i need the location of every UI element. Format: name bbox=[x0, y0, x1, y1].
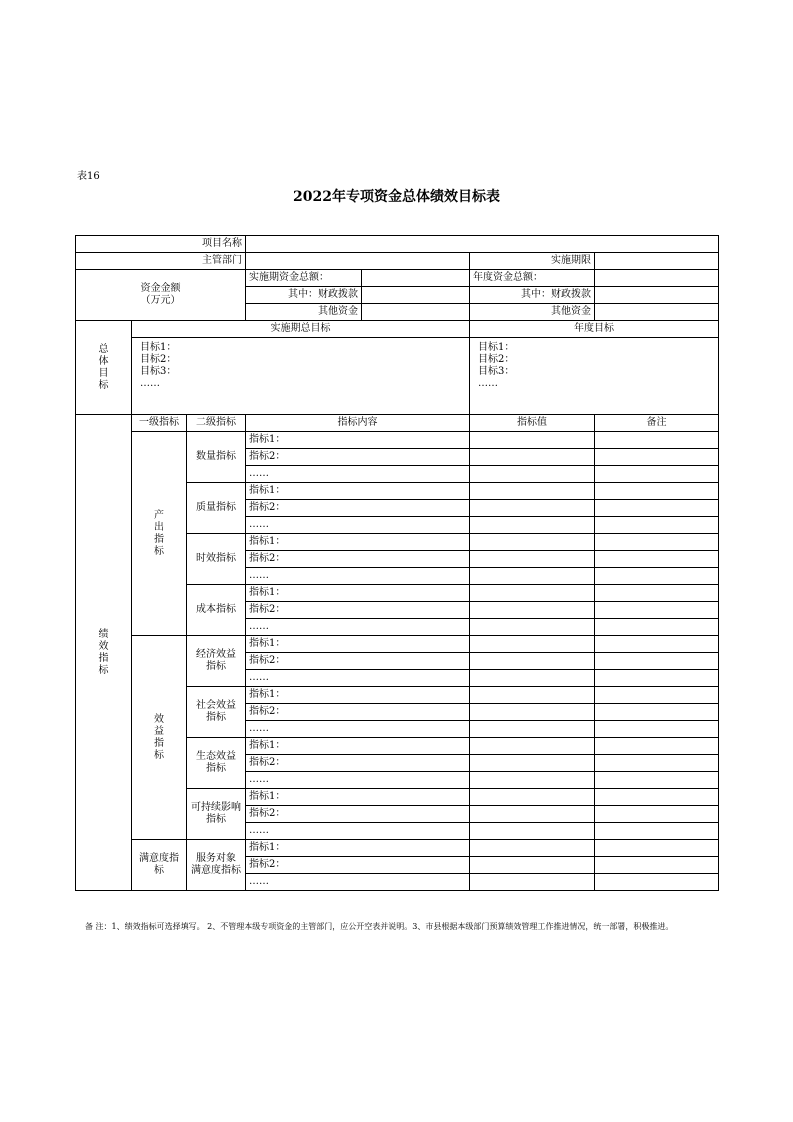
indicator-value-cell[interactable] bbox=[470, 704, 595, 721]
indicator-remark-cell[interactable] bbox=[595, 789, 719, 806]
impl-other-label: 其他资金 bbox=[246, 304, 362, 321]
indicator-value-cell[interactable] bbox=[470, 755, 595, 772]
level2-quantity-label: 数量指标 bbox=[187, 432, 246, 483]
annual-goal-list[interactable]: 目标1： 目标2： 目标3： …… bbox=[470, 338, 719, 415]
indicator-content-cell[interactable]: 指标2： bbox=[246, 704, 470, 721]
footnote: 备 注：1、绩效指标可选择填写。 2、不管理本级专项资金的主管部门，应公开空表并说明。3、市县根据本级部门预算绩效管理工作推进情况，统一部署，积极推进。 bbox=[85, 922, 674, 931]
indicator-remark-cell[interactable] bbox=[595, 823, 719, 840]
indicator-content-cell[interactable]: 指标1： bbox=[246, 585, 470, 602]
col-level1: 一级指标 bbox=[132, 415, 187, 432]
indicator-remark-cell[interactable] bbox=[595, 466, 719, 483]
indicator-remark-cell[interactable] bbox=[595, 585, 719, 602]
indicator-value-cell[interactable] bbox=[470, 721, 595, 738]
indicator-remark-cell[interactable] bbox=[595, 874, 719, 891]
indicator-remark-cell[interactable] bbox=[595, 568, 719, 585]
indicator-remark-cell[interactable] bbox=[595, 755, 719, 772]
indicator-content-cell[interactable]: 指标2： bbox=[246, 551, 470, 568]
indicator-remark-cell[interactable] bbox=[595, 704, 719, 721]
indicator-value-cell[interactable] bbox=[470, 772, 595, 789]
page-title: 2022年专项资金总体绩效目标表 bbox=[293, 189, 500, 205]
indicator-content-cell[interactable]: 指标1： bbox=[246, 534, 470, 551]
indicator-value-cell[interactable] bbox=[470, 789, 595, 806]
indicator-row bbox=[76, 636, 719, 653]
indicator-remark-cell[interactable] bbox=[595, 534, 719, 551]
indicator-remark-cell[interactable] bbox=[595, 687, 719, 704]
annual-other-field[interactable] bbox=[595, 304, 719, 321]
indicator-value-cell[interactable] bbox=[470, 483, 595, 500]
indicator-remark-cell[interactable] bbox=[595, 551, 719, 568]
indicator-content-cell[interactable]: 指标1： bbox=[246, 432, 470, 449]
indicator-content-cell[interactable]: …… bbox=[246, 517, 470, 534]
indicator-content-cell[interactable]: 指标1： bbox=[246, 636, 470, 653]
impl-other-field[interactable] bbox=[362, 304, 470, 321]
level2-service-label: 服务对象 满意度指标 bbox=[187, 840, 246, 891]
impl-goal-header: 实施期总目标 bbox=[132, 321, 470, 338]
impl-fiscal-field[interactable] bbox=[362, 287, 470, 304]
level2-ecological-label: 生态效益 指标 bbox=[187, 738, 246, 789]
dept-label: 主管部门 bbox=[76, 253, 246, 270]
indicator-content-cell[interactable]: 指标1： bbox=[246, 483, 470, 500]
indicator-value-cell[interactable] bbox=[470, 568, 595, 585]
annual-fiscal-label: 其中：财政拨款 bbox=[470, 287, 595, 304]
annual-fiscal-field[interactable] bbox=[595, 287, 719, 304]
indicator-value-cell[interactable] bbox=[470, 857, 595, 874]
indicator-content-cell[interactable]: …… bbox=[246, 619, 470, 636]
annual-total-field[interactable] bbox=[595, 270, 719, 287]
indicator-value-cell[interactable] bbox=[470, 619, 595, 636]
annual-goal-header: 年度目标 bbox=[470, 321, 719, 338]
indicator-content-cell[interactable]: …… bbox=[246, 874, 470, 891]
indicator-value-cell[interactable] bbox=[470, 653, 595, 670]
indicator-remark-cell[interactable] bbox=[595, 806, 719, 823]
indicator-value-cell[interactable] bbox=[470, 602, 595, 619]
period-label: 实施期限 bbox=[470, 253, 595, 270]
indicator-content-cell[interactable]: 指标2： bbox=[246, 755, 470, 772]
impl-goal-list[interactable]: 目标1： 目标2： 目标3： …… bbox=[132, 338, 470, 415]
impl-total-field[interactable] bbox=[362, 270, 470, 287]
indicator-value-cell[interactable] bbox=[470, 500, 595, 517]
level2-social-label: 社会效益 指标 bbox=[187, 687, 246, 738]
indicator-value-cell[interactable] bbox=[470, 687, 595, 704]
fund-label: 资金金额 （万元） bbox=[76, 270, 246, 321]
overall-goal-label: 总 体 目 标 bbox=[76, 321, 132, 415]
indicator-value-cell[interactable] bbox=[470, 585, 595, 602]
indicator-remark-cell[interactable] bbox=[595, 653, 719, 670]
indicator-remark-cell[interactable] bbox=[595, 738, 719, 755]
indicator-remark-cell[interactable] bbox=[595, 857, 719, 874]
indicator-remark-cell[interactable] bbox=[595, 636, 719, 653]
level2-economic-label: 经济效益 指标 bbox=[187, 636, 246, 687]
indicator-value-cell[interactable] bbox=[470, 874, 595, 891]
dept-field[interactable] bbox=[246, 253, 470, 270]
indicator-content-cell[interactable]: 指标2： bbox=[246, 500, 470, 517]
level1-benefit-label: 效 益 指 标 bbox=[132, 636, 187, 840]
indicator-content-cell[interactable]: …… bbox=[246, 721, 470, 738]
level2-timeliness-label: 时效指标 bbox=[187, 534, 246, 585]
indicator-value-cell[interactable] bbox=[470, 466, 595, 483]
impl-total-label: 实施期资金总额： bbox=[246, 270, 362, 287]
indicator-value-cell[interactable] bbox=[470, 738, 595, 755]
indicator-content-cell[interactable]: …… bbox=[246, 772, 470, 789]
annual-other-label: 其他资金 bbox=[470, 304, 595, 321]
indicator-content-cell[interactable]: 指标1： bbox=[246, 789, 470, 806]
col-level2: 二级指标 bbox=[187, 415, 246, 432]
indicator-value-cell[interactable] bbox=[470, 823, 595, 840]
level1-output-label: 产 出 指 标 bbox=[132, 432, 187, 636]
indicator-content-cell[interactable]: 指标2： bbox=[246, 806, 470, 823]
indicator-content-cell[interactable]: …… bbox=[246, 823, 470, 840]
indicator-content-cell[interactable]: …… bbox=[246, 670, 470, 687]
indicator-remark-cell[interactable] bbox=[595, 449, 719, 466]
indicator-remark-cell[interactable] bbox=[595, 721, 719, 738]
period-field[interactable] bbox=[595, 253, 719, 270]
indicator-value-cell[interactable] bbox=[470, 449, 595, 466]
indicator-content-cell[interactable]: …… bbox=[246, 466, 470, 483]
indicator-content-cell[interactable]: 指标1： bbox=[246, 738, 470, 755]
indicator-remark-cell[interactable] bbox=[595, 670, 719, 687]
indicator-remark-cell[interactable] bbox=[595, 602, 719, 619]
project-name-field[interactable] bbox=[246, 236, 719, 253]
indicator-content-cell[interactable]: …… bbox=[246, 568, 470, 585]
indicator-remark-cell[interactable] bbox=[595, 840, 719, 857]
indicator-remark-cell[interactable] bbox=[595, 619, 719, 636]
level2-quality-label: 质量指标 bbox=[187, 483, 246, 534]
indicator-row bbox=[76, 432, 719, 449]
indicator-content-cell[interactable]: 指标1： bbox=[246, 840, 470, 857]
table-number: 表16 bbox=[77, 171, 100, 182]
indicator-remark-cell[interactable] bbox=[595, 500, 719, 517]
project-name-label: 项目名称 bbox=[76, 236, 246, 253]
indicator-remark-cell[interactable] bbox=[595, 432, 719, 449]
indicator-content-cell[interactable]: 指标2： bbox=[246, 602, 470, 619]
perf-indicator-label: 绩 效 指 标 bbox=[76, 415, 132, 891]
indicator-row bbox=[76, 840, 719, 857]
col-remark: 备注 bbox=[595, 415, 719, 432]
indicator-value-cell[interactable] bbox=[470, 534, 595, 551]
impl-fiscal-label: 其中：财政拨款 bbox=[246, 287, 362, 304]
level1-satisfaction-label: 满意度指标 bbox=[132, 840, 187, 891]
indicator-value-cell[interactable] bbox=[470, 670, 595, 687]
indicator-value-cell[interactable] bbox=[470, 551, 595, 568]
annual-total-label: 年度资金总额： bbox=[470, 270, 595, 287]
indicator-content-cell[interactable]: 指标1： bbox=[246, 687, 470, 704]
indicator-content-cell[interactable]: 指标2： bbox=[246, 653, 470, 670]
indicator-content-cell[interactable]: 指标2： bbox=[246, 857, 470, 874]
indicator-value-cell[interactable] bbox=[470, 840, 595, 857]
level2-sustainable-label: 可持续影响 指标 bbox=[187, 789, 246, 840]
indicator-remark-cell[interactable] bbox=[595, 772, 719, 789]
indicator-value-cell[interactable] bbox=[470, 806, 595, 823]
indicator-value-cell[interactable] bbox=[470, 432, 595, 449]
col-value: 指标值 bbox=[470, 415, 595, 432]
indicator-value-cell[interactable] bbox=[470, 636, 595, 653]
indicator-remark-cell[interactable] bbox=[595, 517, 719, 534]
indicator-remark-cell[interactable] bbox=[595, 483, 719, 500]
indicator-content-cell[interactable]: 指标2： bbox=[246, 449, 470, 466]
col-content: 指标内容 bbox=[246, 415, 470, 432]
indicator-value-cell[interactable] bbox=[470, 517, 595, 534]
level2-cost-label: 成本指标 bbox=[187, 585, 246, 636]
performance-target-table bbox=[75, 235, 719, 891]
